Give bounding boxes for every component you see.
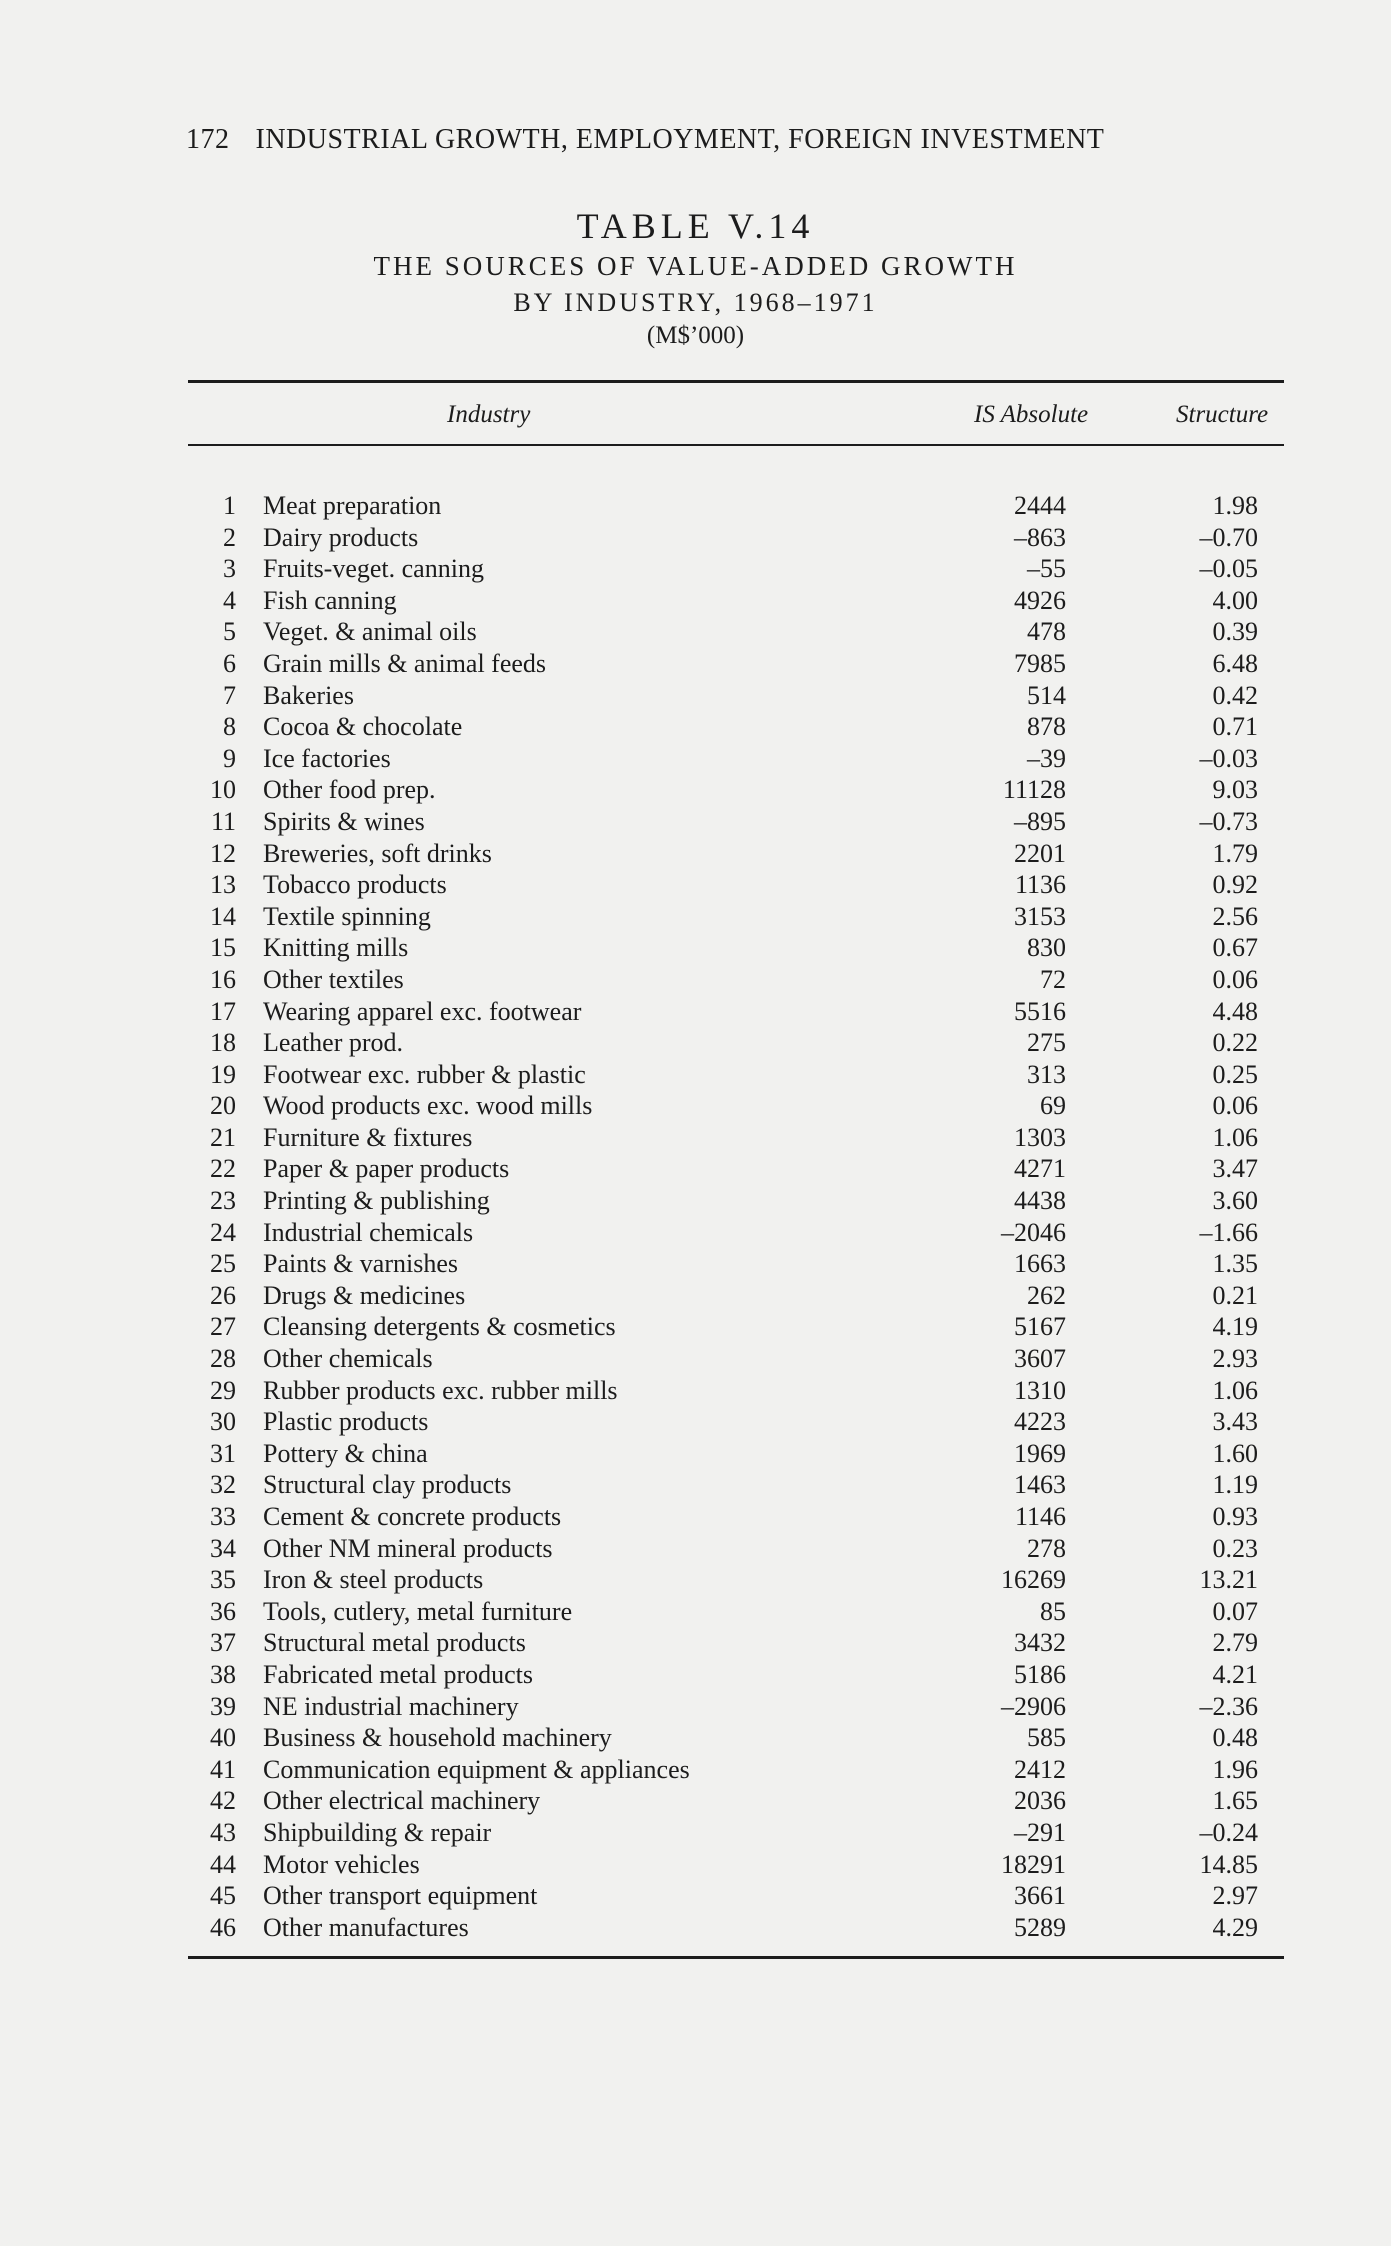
is-absolute-value: 1463 (1014, 1470, 1066, 1500)
structure-value: 2.97 (1212, 1881, 1258, 1911)
row-number: 45 (210, 1881, 236, 1911)
is-absolute-value: 278 (1027, 1533, 1066, 1563)
row-number: 35 (210, 1565, 236, 1595)
table-row (188, 1627, 1284, 1659)
industry-name: Industrial chemicals (263, 1217, 474, 1247)
row-number: 44 (210, 1849, 236, 1879)
industry-name: Tools, cutlery, metal furniture (263, 1596, 573, 1626)
row-number: 38 (210, 1659, 236, 1689)
row-number: 17 (210, 996, 236, 1026)
industry-name: Fish canning (263, 585, 397, 615)
table-row (188, 743, 1284, 775)
structure-value: 0.42 (1212, 680, 1258, 710)
structure-value: 0.48 (1212, 1723, 1258, 1753)
structure-value: 0.07 (1212, 1596, 1258, 1626)
industry-name: Iron & steel products (263, 1565, 484, 1595)
table-row (188, 522, 1284, 554)
table-row (188, 1501, 1284, 1533)
is-absolute-value: –39 (1027, 743, 1066, 773)
table-title-line-2: BY INDUSTRY, 1968–1971 (513, 288, 878, 317)
running-head-title: INDUSTRIAL GROWTH, EMPLOYMENT, FOREIGN INVESTMENT (255, 124, 1105, 155)
industry-name: Other textiles (263, 964, 404, 994)
structure-value: 4.48 (1212, 996, 1258, 1026)
industry-name: Structural clay products (263, 1470, 512, 1500)
row-number: 25 (210, 1249, 236, 1279)
is-absolute-value: 478 (1027, 617, 1066, 647)
table-row (188, 585, 1284, 617)
row-number: 32 (210, 1470, 236, 1500)
structure-value: 1.06 (1212, 1375, 1258, 1405)
row-number: 29 (210, 1375, 236, 1405)
table-label: TABLE V.14 (576, 206, 815, 246)
structure-value: –0.70 (1199, 522, 1258, 552)
structure-value: 4.29 (1212, 1912, 1258, 1942)
industry-name: Spirits & wines (263, 806, 425, 836)
table-row (188, 1849, 1284, 1881)
column-header-is-absolute: IS Absolute (974, 401, 1089, 428)
is-absolute-value: –291 (1014, 1817, 1066, 1847)
industry-name: Breweries, soft drinks (263, 838, 492, 868)
table-row (188, 1659, 1284, 1691)
table-row (188, 901, 1284, 933)
is-absolute-value: 3432 (1014, 1628, 1066, 1658)
industry-name: Paints & varnishes (263, 1249, 458, 1279)
table-row (188, 1027, 1284, 1059)
is-absolute-value: 11128 (1002, 775, 1066, 805)
is-absolute-value: 3607 (1014, 1344, 1066, 1374)
row-number: 16 (210, 964, 236, 994)
table-row (188, 1059, 1284, 1091)
row-number: 20 (210, 1091, 236, 1121)
is-absolute-value: 514 (1027, 680, 1066, 710)
structure-value: 2.56 (1212, 901, 1258, 931)
table-row (188, 774, 1284, 806)
structure-value: 9.03 (1212, 775, 1258, 805)
structure-value: 0.25 (1212, 1059, 1258, 1089)
is-absolute-value: 1303 (1014, 1122, 1066, 1152)
table-row (188, 1185, 1284, 1217)
is-absolute-value: 1969 (1014, 1438, 1066, 1468)
structure-value: 3.60 (1212, 1186, 1258, 1216)
row-number: 37 (210, 1628, 236, 1658)
structure-value: –2.36 (1199, 1691, 1258, 1721)
structure-value: –0.03 (1199, 743, 1258, 773)
structure-value: –0.24 (1199, 1817, 1258, 1847)
table-row (188, 1343, 1284, 1375)
industry-name: Rubber products exc. rubber mills (263, 1375, 618, 1405)
table-row (188, 1691, 1284, 1723)
is-absolute-value: 262 (1027, 1280, 1066, 1310)
row-number: 6 (223, 648, 236, 678)
row-number: 15 (210, 933, 236, 963)
is-absolute-value: 878 (1027, 712, 1066, 742)
is-absolute-value: 585 (1027, 1723, 1066, 1753)
structure-value: 4.21 (1212, 1659, 1258, 1689)
industry-name: Cement & concrete products (263, 1502, 562, 1531)
is-absolute-value: 1146 (1014, 1502, 1066, 1531)
row-number: 5 (223, 617, 236, 647)
is-absolute-value: 275 (1027, 1028, 1066, 1058)
structure-value: –0.73 (1199, 806, 1258, 836)
table-body (188, 490, 1284, 1943)
is-absolute-value: 2412 (1014, 1754, 1066, 1784)
table-row (188, 1248, 1284, 1280)
table-top-rule (188, 380, 1284, 383)
industry-name: Fabricated metal products (263, 1659, 534, 1689)
industry-name: NE industrial machinery (263, 1691, 519, 1721)
row-number: 1 (223, 491, 236, 520)
row-number: 3 (223, 554, 236, 584)
industry-name: Other chemicals (263, 1344, 433, 1374)
structure-value: 3.47 (1212, 1154, 1258, 1184)
industry-name: Footwear exc. rubber & plastic (263, 1059, 586, 1089)
row-number: 46 (210, 1912, 236, 1942)
row-number: 7 (223, 680, 236, 710)
structure-value: 0.71 (1212, 712, 1258, 742)
structure-value: 4.00 (1212, 585, 1258, 615)
industry-name: Grain mills & animal feeds (263, 648, 547, 678)
is-absolute-value: 18291 (1001, 1849, 1066, 1879)
table-bottom-rule (188, 1956, 1284, 1959)
is-absolute-value: –2906 (1001, 1691, 1066, 1721)
table-row (188, 1406, 1284, 1438)
industry-name: Knitting mills (263, 933, 409, 963)
is-absolute-value: 1663 (1014, 1249, 1066, 1279)
table-row (188, 1722, 1284, 1754)
table-row (188, 932, 1284, 964)
industry-name: Tobacco products (263, 870, 447, 900)
table-row (188, 964, 1284, 996)
table-row (188, 1469, 1284, 1501)
structure-value: 2.93 (1212, 1344, 1258, 1374)
industry-name: Pottery & china (263, 1438, 428, 1468)
table-row (188, 1564, 1284, 1596)
table-title-line-1: THE SOURCES OF VALUE-ADDED GROWTH (373, 251, 1018, 281)
is-absolute-value: 1136 (1014, 870, 1066, 900)
row-number: 43 (210, 1817, 236, 1847)
industry-name: Veget. & animal oils (263, 617, 477, 647)
industry-name: Ice factories (263, 743, 391, 773)
table-header-rule (188, 444, 1284, 446)
is-absolute-value: 313 (1027, 1059, 1066, 1089)
industry-name: Shipbuilding & repair (263, 1817, 492, 1847)
industry-name: Textile spinning (263, 901, 431, 931)
is-absolute-value: 4438 (1014, 1186, 1066, 1216)
row-number: 14 (210, 901, 236, 931)
table-row (188, 680, 1284, 712)
column-header-industry: Industry (447, 401, 531, 428)
is-absolute-value: 830 (1027, 933, 1066, 963)
table-row (188, 1090, 1284, 1122)
structure-value: –0.05 (1199, 554, 1258, 584)
structure-value: 1.60 (1212, 1438, 1258, 1468)
page-number: 172 (186, 124, 230, 155)
table-row (188, 616, 1284, 648)
structure-value: 0.92 (1212, 870, 1258, 900)
industry-name: Drugs & medicines (263, 1280, 466, 1310)
table-row (188, 806, 1284, 838)
running-header (186, 124, 1104, 156)
industry-name: Other food prep. (263, 775, 436, 805)
table-row (188, 1217, 1284, 1249)
row-number: 18 (210, 1028, 236, 1058)
is-absolute-value: –863 (1014, 522, 1066, 552)
industry-name: Business & household machinery (263, 1723, 612, 1753)
row-number: 24 (210, 1217, 236, 1247)
row-number: 34 (210, 1533, 236, 1563)
structure-value: 13.21 (1199, 1565, 1258, 1595)
row-number: 10 (210, 775, 236, 805)
is-absolute-value: 4223 (1014, 1407, 1066, 1437)
row-number: 19 (210, 1059, 236, 1089)
row-number: 2 (223, 522, 236, 552)
structure-value: 6.48 (1212, 648, 1258, 678)
is-absolute-value: 5516 (1014, 996, 1066, 1026)
table-unit: (M$’000) (646, 322, 745, 349)
table-row (188, 996, 1284, 1028)
structure-value: 0.22 (1212, 1028, 1258, 1058)
table-row (188, 490, 1284, 522)
industry-name: Structural metal products (263, 1628, 526, 1658)
structure-value: 2.79 (1212, 1628, 1258, 1658)
structure-value: 1.35 (1212, 1249, 1258, 1279)
row-number: 41 (210, 1754, 236, 1784)
table-row (188, 1280, 1284, 1312)
table-row (188, 1912, 1284, 1944)
row-number: 9 (223, 743, 236, 773)
table-row (188, 838, 1284, 870)
table-row (188, 711, 1284, 743)
structure-value: 0.06 (1212, 964, 1258, 994)
table-row (188, 553, 1284, 585)
is-absolute-value: 2201 (1014, 838, 1066, 868)
row-number: 28 (210, 1344, 236, 1374)
is-absolute-value: 69 (1040, 1091, 1066, 1121)
structure-value: 0.39 (1212, 617, 1258, 647)
is-absolute-value: 72 (1040, 964, 1066, 994)
is-absolute-value: –895 (1014, 806, 1066, 836)
row-number: 8 (223, 712, 236, 742)
is-absolute-value: –2046 (1001, 1217, 1066, 1247)
industry-name: Meat preparation (263, 491, 442, 520)
structure-value: 0.93 (1212, 1502, 1258, 1531)
industry-name: Cocoa & chocolate (263, 712, 463, 742)
industry-name: Wearing apparel exc. footwear (263, 996, 582, 1026)
row-number: 39 (210, 1691, 236, 1721)
is-absolute-value: 5289 (1014, 1912, 1066, 1942)
row-number: 40 (210, 1723, 236, 1753)
row-number: 12 (210, 838, 236, 868)
table-row (188, 1153, 1284, 1185)
industry-name: Wood products exc. wood mills (263, 1091, 593, 1121)
is-absolute-value: 5186 (1014, 1659, 1066, 1689)
table-row (188, 1533, 1284, 1565)
row-number: 31 (210, 1438, 236, 1468)
industry-name: Paper & paper products (263, 1154, 510, 1184)
is-absolute-value: 4271 (1014, 1154, 1066, 1184)
structure-value: 1.65 (1212, 1786, 1258, 1816)
industry-name: Fruits-veget. canning (263, 554, 484, 584)
table-row (188, 1311, 1284, 1343)
is-absolute-value: 4926 (1014, 585, 1066, 615)
structure-value: 1.96 (1212, 1754, 1258, 1784)
row-number: 27 (210, 1312, 236, 1342)
structure-value: 4.19 (1212, 1312, 1258, 1342)
structure-value: 14.85 (1199, 1849, 1258, 1879)
table-row (188, 1754, 1284, 1786)
row-number: 30 (210, 1407, 236, 1437)
industry-name: Cleansing detergents & cosmetics (263, 1312, 616, 1342)
table-row (188, 1880, 1284, 1912)
structure-value: –1.66 (1199, 1217, 1258, 1247)
industry-name: Motor vehicles (263, 1849, 420, 1879)
industry-name: Other NM mineral products (263, 1533, 553, 1563)
structure-value: 0.23 (1212, 1533, 1258, 1563)
row-number: 36 (210, 1596, 236, 1626)
row-number: 33 (210, 1502, 236, 1531)
is-absolute-value: 1310 (1014, 1375, 1066, 1405)
industry-name: Dairy products (263, 522, 419, 552)
industry-name: Plastic products (263, 1407, 429, 1437)
industry-name: Leather prod. (263, 1028, 404, 1058)
row-number: 11 (210, 806, 236, 836)
is-absolute-value: 3153 (1014, 901, 1066, 931)
industry-name: Other manufactures (263, 1912, 469, 1942)
structure-value: 0.06 (1212, 1091, 1258, 1121)
industry-name: Communication equipment & appliances (263, 1754, 690, 1784)
industry-name: Bakeries (263, 680, 354, 710)
is-absolute-value: 2036 (1014, 1786, 1066, 1816)
table-row (188, 1438, 1284, 1470)
row-number: 21 (210, 1122, 236, 1152)
is-absolute-value: 2444 (1014, 491, 1066, 520)
table-row (188, 1817, 1284, 1849)
structure-value: 0.21 (1212, 1280, 1258, 1310)
industry-name: Other transport equipment (263, 1881, 538, 1911)
is-absolute-value: 3661 (1014, 1881, 1066, 1911)
row-number: 13 (210, 870, 236, 900)
table-row (188, 1122, 1284, 1154)
table-row (188, 1375, 1284, 1407)
row-number: 26 (210, 1280, 236, 1310)
structure-value: 1.19 (1212, 1470, 1258, 1500)
industry-name: Printing & publishing (263, 1186, 490, 1216)
row-number: 42 (210, 1786, 236, 1816)
is-absolute-value: 85 (1040, 1596, 1066, 1626)
structure-value: 3.43 (1212, 1407, 1258, 1437)
row-number: 4 (223, 585, 236, 615)
table-row (188, 648, 1284, 680)
industry-name: Other electrical machinery (263, 1786, 541, 1816)
structure-value: 1.79 (1212, 838, 1258, 868)
structure-value: 0.67 (1212, 933, 1258, 963)
is-absolute-value: –55 (1027, 554, 1066, 584)
table-row (188, 869, 1284, 901)
column-header-structure: Structure (1176, 401, 1269, 428)
is-absolute-value: 7985 (1014, 648, 1066, 678)
industry-name: Furniture & fixtures (263, 1122, 473, 1152)
is-absolute-value: 5167 (1014, 1312, 1066, 1342)
is-absolute-value: 16269 (1001, 1565, 1066, 1595)
structure-value: 1.98 (1212, 491, 1258, 520)
table-row (188, 1596, 1284, 1628)
row-number: 22 (210, 1154, 236, 1184)
structure-value: 1.06 (1212, 1122, 1258, 1152)
row-number: 23 (210, 1186, 236, 1216)
table-row (188, 1785, 1284, 1817)
